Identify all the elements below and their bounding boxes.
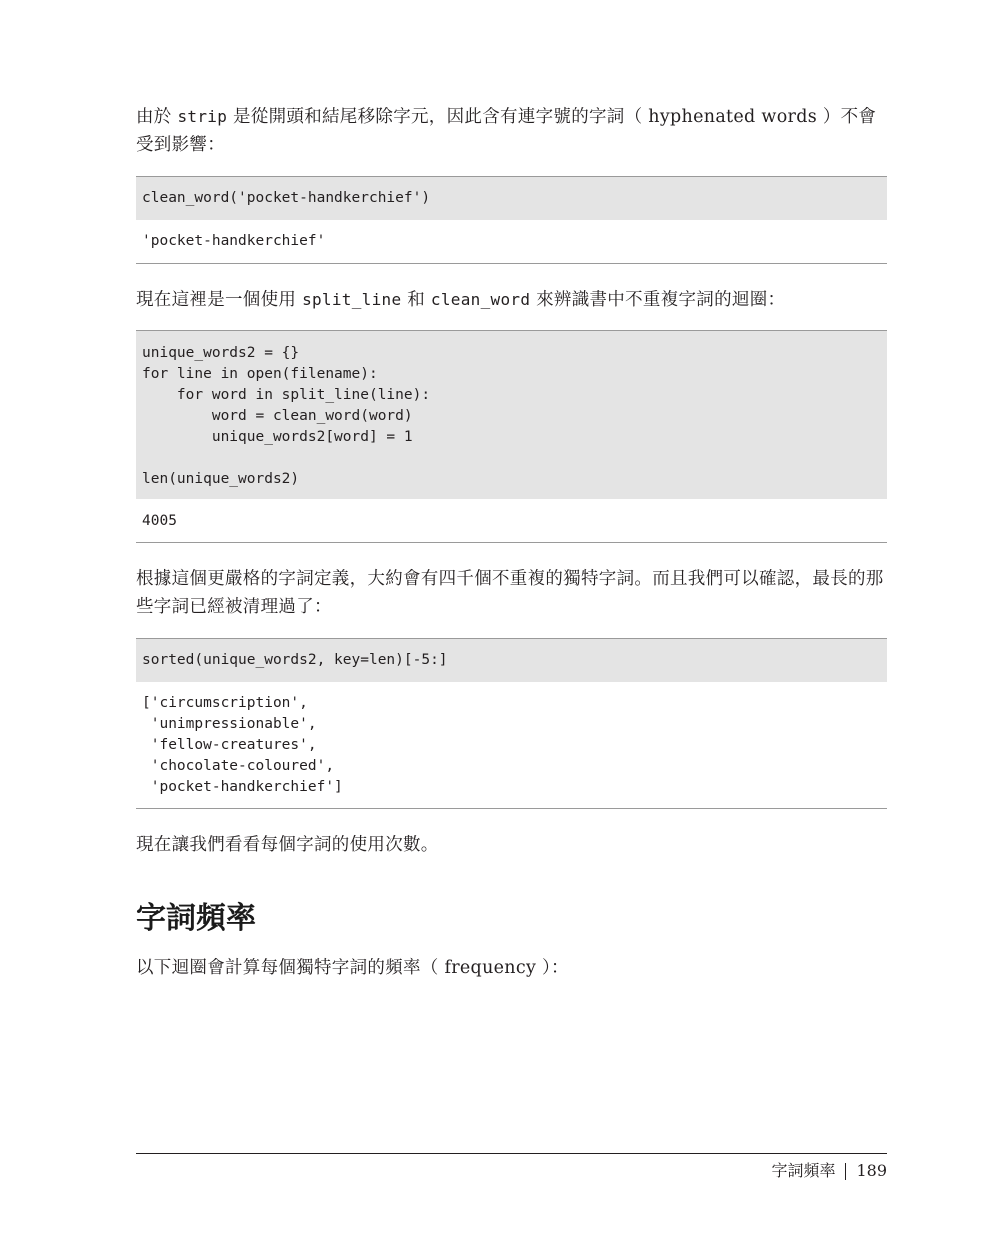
text-span: 是從開頭和結尾移除字元，因此含有連字號的字詞（ hyphenated words ）不會受到影響： <box>136 107 877 155</box>
code-output-clean-word: 'pocket-handkerchief' <box>142 233 326 249</box>
section-heading: 字詞頻率 <box>136 901 256 936</box>
footer-separator <box>845 1163 846 1180</box>
paragraph-unique-words: 根據這個更嚴格的字詞定義，大約會有四千個不重複的獨特字詞。而且我們可以確認，最長的那些字詞已經被清理過了： <box>136 569 884 617</box>
text-span: 由於 <box>136 107 178 127</box>
code-output-unique-count: 4005 <box>142 513 177 529</box>
code-block-rule <box>136 808 887 809</box>
code-output-longest-words: ['circumscription', 'unimpressionable', 'fellow-creatures', 'chocolate-coloured', 'pocket-handkerchief'] <box>142 695 343 795</box>
inline-code: split_line <box>302 290 402 309</box>
paragraph-loop-intro <box>136 286 887 314</box>
code-input-unique-words: unique_words2 = {} for line in open(filename): for word in split_line(line): word = clean_word(word) unique_words2[word] = 1 len(unique_words2) <box>136 331 887 499</box>
inline-code: strip <box>177 107 228 126</box>
code-input-sorted: sorted(unique_words2, key=len)[-5:] <box>136 639 887 682</box>
page-footer <box>771 1159 887 1183</box>
paragraph-frequency-intro: 以下迴圈會計算每個獨特字詞的頻率（ frequency ）： <box>136 958 569 978</box>
paragraph-frequency-lead: 現在讓我們看看每個字詞的使用次數。 <box>136 835 439 855</box>
footer-section-title: 字詞頻率 <box>771 1161 836 1180</box>
inline-code: clean_word <box>430 290 531 309</box>
paragraph-strip-note <box>136 103 887 159</box>
code-block-rule <box>136 263 887 264</box>
book-page <box>136 0 887 1243</box>
text-span: 來辨識書中不重複字詞的迴圈： <box>530 290 786 310</box>
code-block-rule <box>136 542 887 543</box>
text-span: 和 <box>401 290 431 310</box>
footer-rule <box>136 1153 887 1154</box>
text-span: 現在這裡是一個使用 <box>136 290 303 310</box>
page-number: 189 <box>856 1161 887 1180</box>
code-input-clean-word: clean_word('pocket-handkerchief') <box>136 177 887 220</box>
